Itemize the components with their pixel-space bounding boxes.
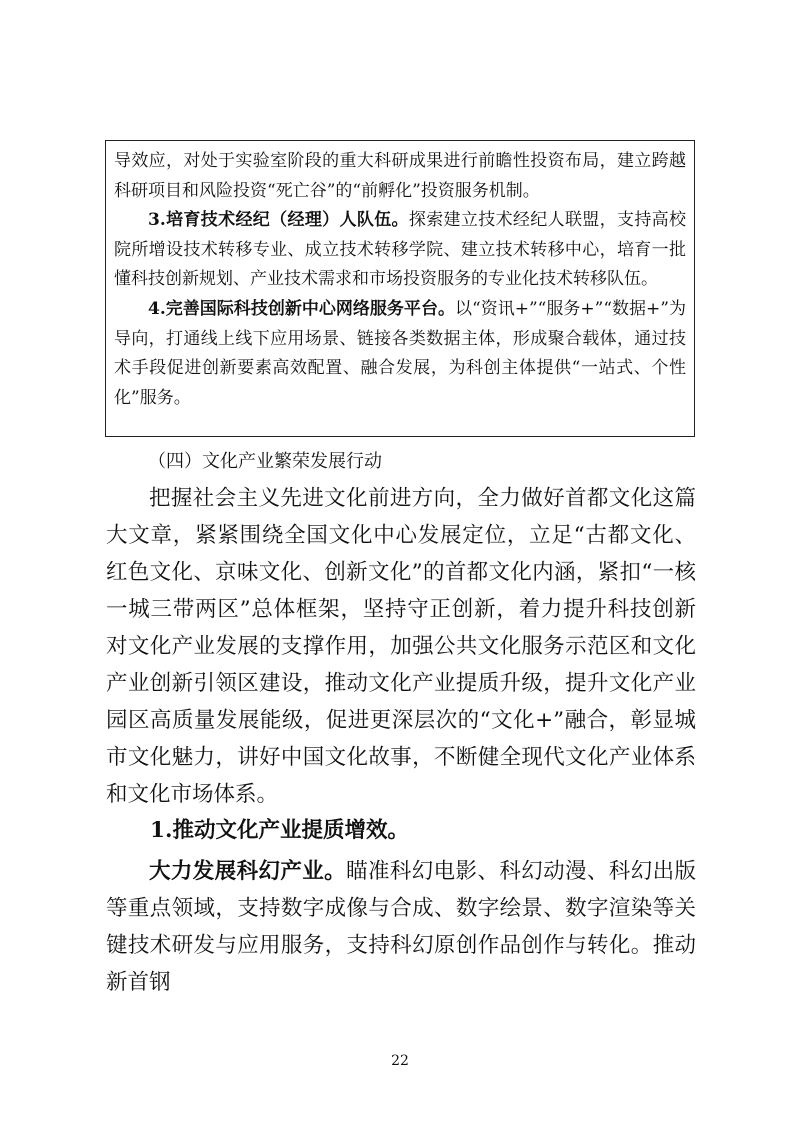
section-body: 把握社会主义先进文化前进方向，全力做好首都文化这篇大文章，紧紧围绕全国文化中心发展定位，立足“古都文化、红色文化、京味文化、创新文化”的首都文化内涵，紧扣“一核一城三带两区”总体框架，坚持守正创新，着力提升科技创新对文化产业发展的支撑作用，加强公共文化服务示范区和文化产业创新引领区建设，推动文化产业提质升级，提升文化产业园区高质量发展能级，促进更深层次的“文化+”融合，彰显城市文化魅力，讲好中国文化故事，不断健全现代文化产业体系和文化市场体系。 bbox=[106, 486, 696, 807]
box-item-3-body: 探索建立技术经纪人联盟，支持高校院所增设技术转移专业、成立技术转移学院、建立技术转移中心，培育一批懂科技创新规划、产业技术需求和市场投资服务的专业化技术转移队伍。 bbox=[114, 210, 686, 290]
page-number: 22 bbox=[391, 1053, 409, 1069]
subsection-heading: 1.推动文化产业提质增效。 bbox=[150, 818, 409, 843]
subsection-lead-body: 瞄准科幻电影、科幻动漫、科幻出版等重点领域，支持数字成像与合成、数字绘景、数字渲染等关键技术研发与应用服务，支持科幻原创作品创作与转化。推动新首钢 bbox=[106, 859, 696, 995]
box-item-4-title: 4.完善国际科技创新中心网络服务平台。 bbox=[148, 298, 455, 319]
box-paragraph-1: 导效应，对处于实验室阶段的重大科研成果进行前瞻性投资布局，建立跨越科研项目和风险投资“死亡谷”的“前孵化”投资服务机制。 bbox=[114, 151, 686, 201]
boxed-excerpt bbox=[105, 140, 695, 437]
box-item-3 bbox=[114, 206, 686, 295]
section-heading: （四）文化产业繁荣发展行动 bbox=[148, 451, 382, 472]
subsection-paragraph bbox=[106, 853, 696, 1001]
box-item-4 bbox=[114, 295, 686, 413]
box-item-4-body: 以“资讯+”“服务+”“数据+”为导向，打通线上线下应用场景、链接各类数据主体，形成聚合载体，通过技术手段促进创新要素高效配置、融合发展，为科创主体提供“一站式、个性化”服务。 bbox=[114, 298, 686, 408]
box-item-3-title: 3.培育技术经纪（经理）人队伍。 bbox=[148, 210, 409, 231]
subsection-lead-title: 大力发展科幻产业。 bbox=[149, 859, 347, 884]
